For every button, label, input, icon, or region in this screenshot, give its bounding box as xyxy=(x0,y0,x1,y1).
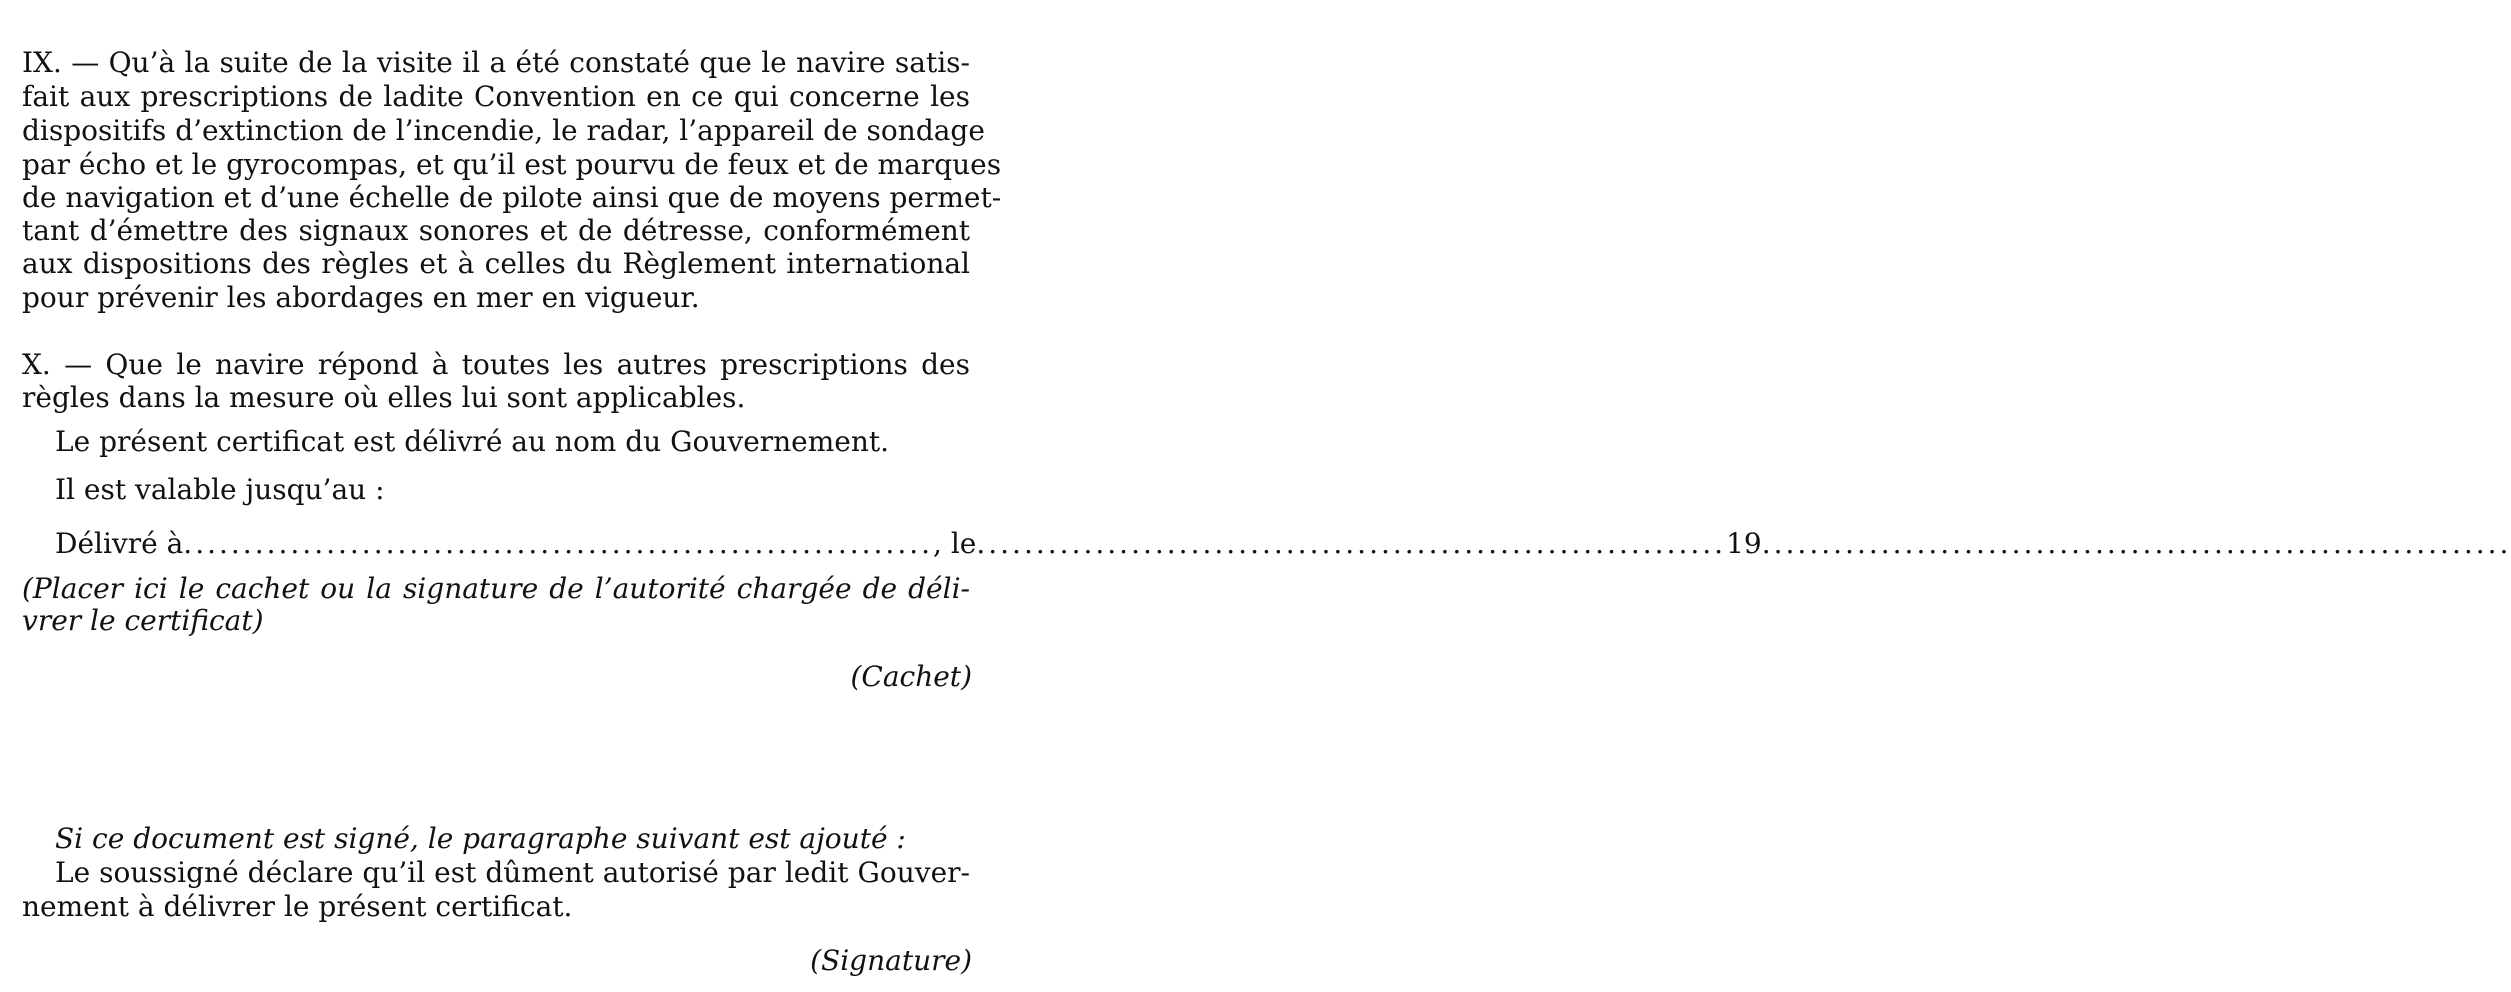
paragraph-ix-line: aux dispositions des règles et à celles du Règlement international xyxy=(22,247,970,280)
paragraph-ix-line: de navigation et d’une échelle de pilote ainsi que de moyens permet- xyxy=(22,181,1002,214)
paragraph-ix-line: tant d’émettre des signaux sonores et de détresse, conformément xyxy=(22,214,970,247)
paragraph-ix-line: dispositifs d’extinction de l’incendie, le radar, l’appareil de sondage xyxy=(22,114,985,147)
paragraph-ix-line: IX. — Qu’à la suite de la visite il a été constaté que le navire satis- xyxy=(22,46,970,79)
paragraph-x-line: X. — Que le navire répond à toutes les autres prescriptions des xyxy=(22,348,970,381)
issued-year-blank: ............................................................... xyxy=(1761,527,2511,560)
cachet-label: (Cachet) xyxy=(850,660,972,693)
issued-statement: Le présent certificat est délivré au nom du Gouvernement. xyxy=(55,425,890,458)
paragraph-x-line: règles dans la mesure où elles lui sont applicables. xyxy=(22,381,746,414)
issued-date-label: , le xyxy=(933,527,977,560)
seal-instruction-line: (Placer ici le cachet ou la signature de l’autorité chargée de déli- xyxy=(22,572,970,605)
declaration-line: nement à délivrer le présent certificat. xyxy=(22,890,573,923)
paragraph-ix-line: pour prévenir les abordages en mer en vigueur. xyxy=(22,281,700,314)
issued-place-blank: ............................................................... xyxy=(183,527,934,560)
signature-label: (Signature) xyxy=(810,944,972,977)
issued-date-blank: ............................................................... xyxy=(976,527,1727,560)
signed-note: Si ce document est signé, le paragraphe suivant est ajouté : xyxy=(55,822,906,855)
paragraph-ix-line: par écho et le gyrocompas, et qu’il est pourvu de feux et de marques xyxy=(22,148,1002,181)
declaration-line: Le soussigné déclare qu’il est dûment autorisé par ledit Gouver- xyxy=(55,856,970,889)
issued-at-line xyxy=(55,527,2511,560)
seal-instruction-line: vrer le certificat) xyxy=(22,604,264,637)
valid-until: Il est valable jusqu’au : xyxy=(55,473,385,506)
issued-at-label: Délivré à xyxy=(55,527,184,560)
issued-year-prefix: 19 xyxy=(1726,527,1762,560)
paragraph-ix-line: fait aux prescriptions de ladite Convention en ce qui concerne les xyxy=(22,80,970,113)
